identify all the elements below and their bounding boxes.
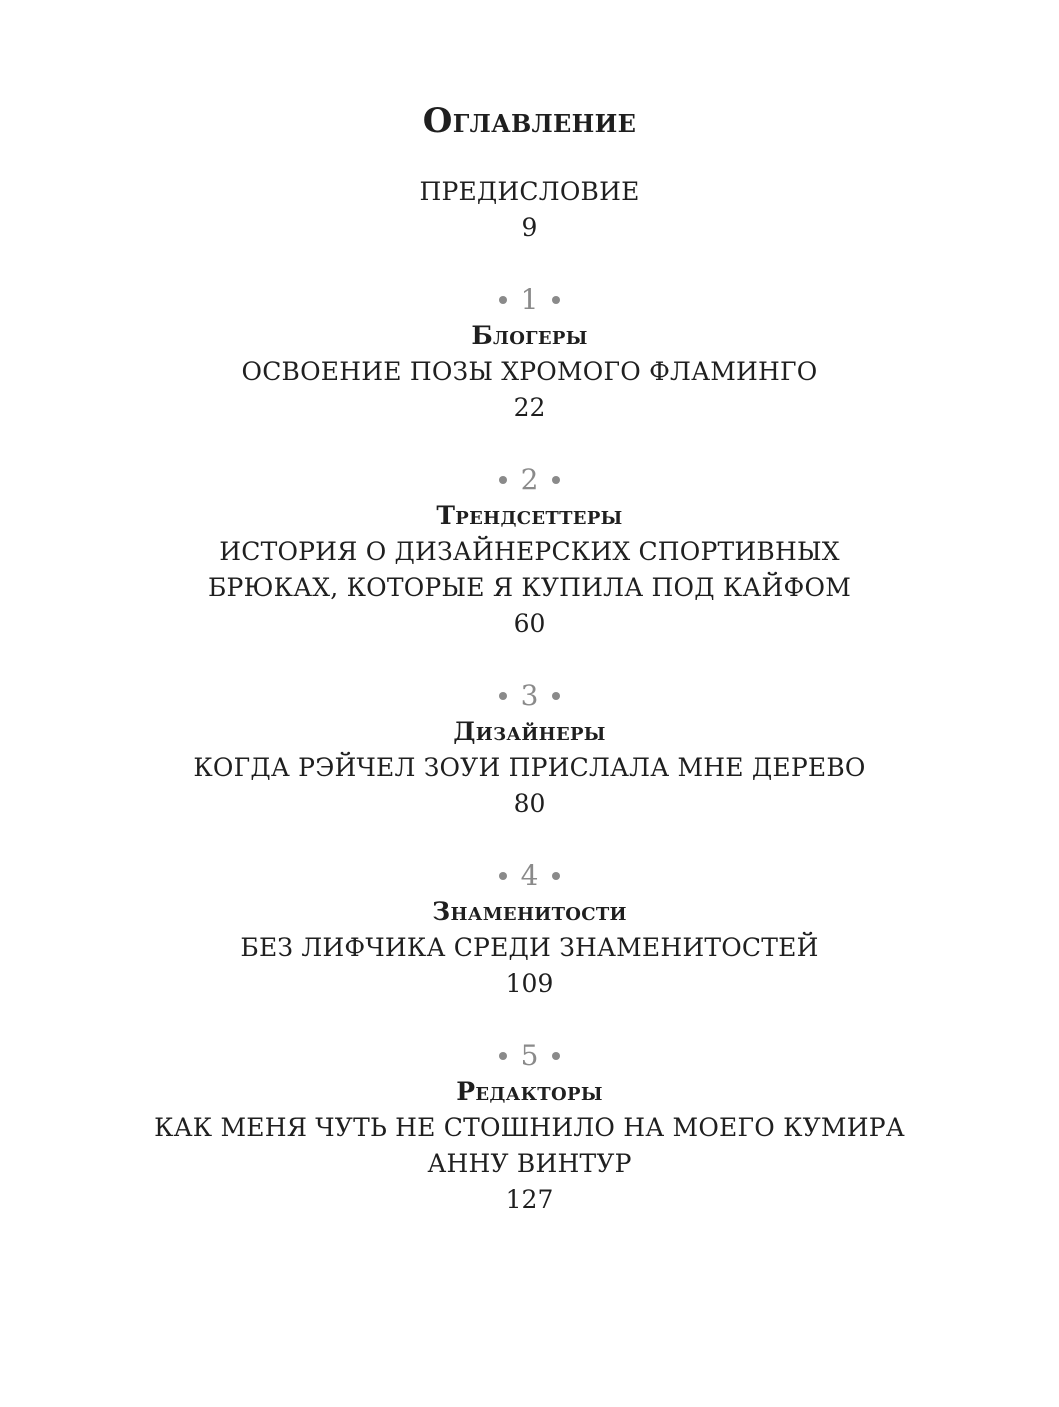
chapter-subtitle-line: КАК МЕНЯ ЧУТЬ НЕ СТОШНИЛО НА МОЕГО КУМИРА [154,1113,905,1142]
bullet-dot-icon [552,476,560,484]
chapter-number: 5 [520,1039,539,1072]
bullet-dot-icon [499,692,507,700]
chapter-marker [0,1038,1059,1074]
chapter-marker [0,282,1059,318]
chapter-number: 4 [520,859,539,892]
preface-title: ПРЕДИСЛОВИЕ [419,177,640,206]
chapter-number: 1 [520,283,539,316]
bullet-dot-icon [499,476,507,484]
chapter-page-number: 22 [513,393,546,422]
chapter-subtitle-line: АННУ ВИНТУР [427,1149,632,1178]
preface-page-number: 9 [521,213,538,242]
chapter-subtitle-line: БРЮКАХ, КОТОРЫЕ Я КУПИЛА ПОД КАЙФОМ [207,573,852,602]
chapter-name: Трендсеттеры [436,501,623,530]
chapter-entry-4[interactable] [0,858,1059,1002]
bullet-dot-icon [499,1052,507,1060]
chapter-entry-3[interactable] [0,678,1059,822]
chapter-page-number: 60 [513,609,546,638]
bullet-dot-icon [552,296,560,304]
chapter-entry-2[interactable] [0,462,1059,642]
chapter-page-number: 127 [505,1185,554,1214]
chapter-marker [0,678,1059,714]
bullet-dot-icon [552,692,560,700]
bullet-dot-icon [552,1052,560,1060]
table-of-contents [0,98,1059,1218]
chapter-number: 2 [520,463,539,496]
chapter-name: Редакторы [456,1077,603,1106]
chapter-name: Блогеры [471,321,588,350]
chapter-page-number: 109 [505,969,554,998]
bullet-dot-icon [499,296,507,304]
bullet-dot-icon [499,872,507,880]
bullet-dot-icon [552,872,560,880]
chapter-subtitle-line: ОСВОЕНИЕ ПОЗЫ ХРОМОГО ФЛАМИНГО [241,357,818,386]
chapter-marker [0,858,1059,894]
chapter-subtitle-line: КОГДА РЭЙЧЕЛ ЗОУИ ПРИСЛАЛА МНЕ ДЕРЕВО [193,753,866,782]
chapter-subtitle-line: ИСТОРИЯ О ДИЗАЙНЕРСКИХ СПОРТИВНЫХ [219,537,840,566]
chapter-number: 3 [520,679,539,712]
page-title: Оглавление [422,101,637,141]
chapter-name: Знаменитости [432,897,627,926]
chapter-entry-1[interactable] [0,282,1059,426]
chapter-marker [0,462,1059,498]
chapter-subtitle-line: БЕЗ ЛИФЧИКА СРЕДИ ЗНАМЕНИТОСТЕЙ [240,933,819,962]
chapter-entry-5[interactable] [0,1038,1059,1218]
preface-entry[interactable] [0,174,1059,246]
chapter-name: Дизайнеры [453,717,606,746]
chapter-page-number: 80 [513,789,546,818]
